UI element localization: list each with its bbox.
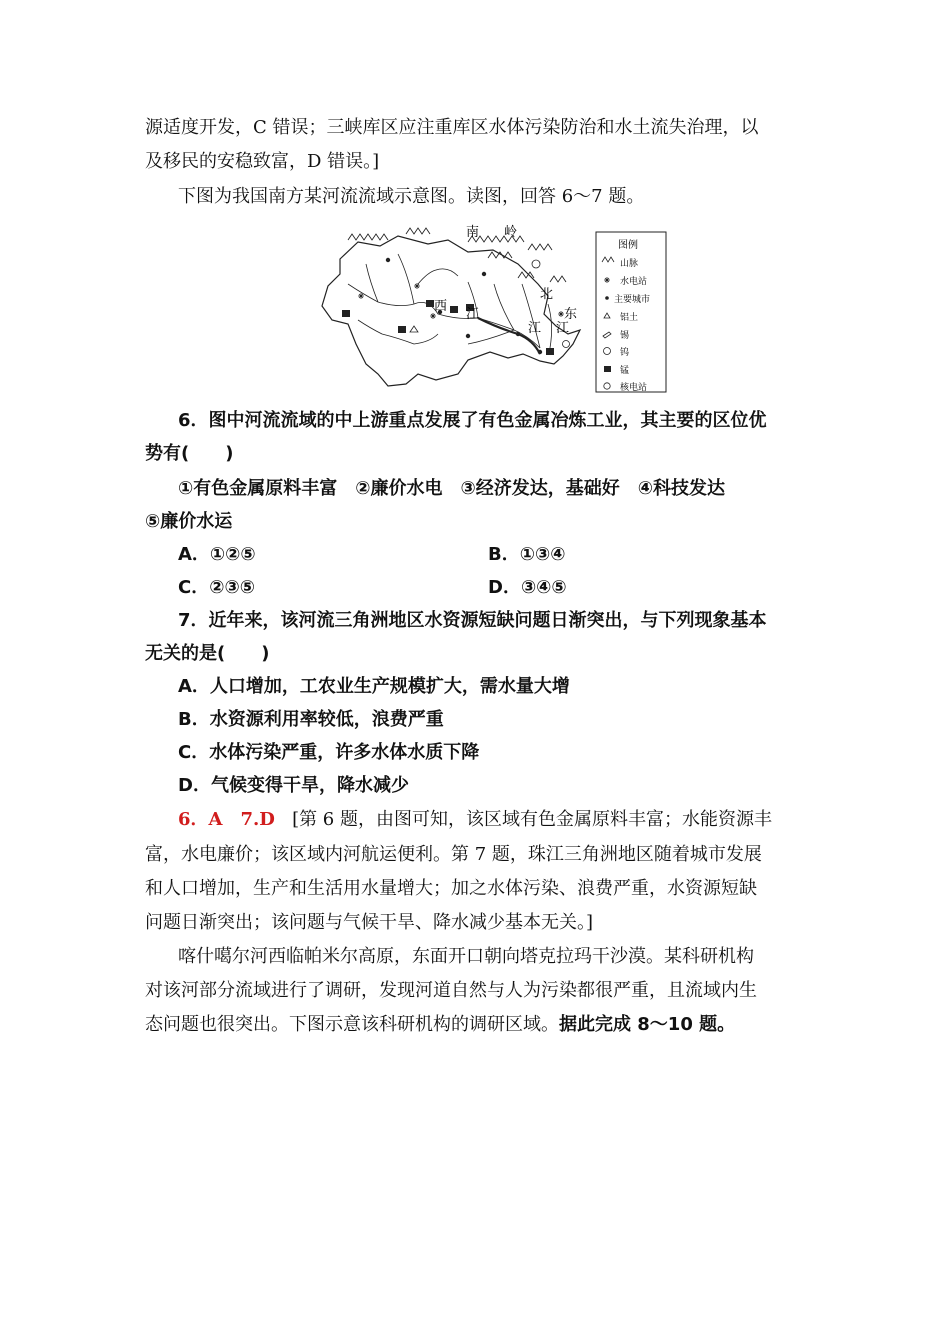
map-label-jiang: 江 xyxy=(556,321,570,336)
legend-item: 铝土 xyxy=(620,313,639,323)
map-legend xyxy=(596,232,666,393)
question-6-items: ①有色金属原料丰富 ②廉价水电 ③经济发达，基础好 ④科技发达 xyxy=(178,478,725,499)
answer-explanation: 富，水电廉价；该区域内河航运便利。第 7 题，珠江三角洲地区随着城市发展 xyxy=(145,844,762,865)
legend-title: 图例 xyxy=(618,240,638,251)
map-label-jiang: 江 xyxy=(466,307,480,322)
kashgar-intro xyxy=(145,1013,735,1037)
option-a: A．人口增加，工农业生产规模扩大，需水量大增 xyxy=(178,676,570,697)
map-label-nan: 南 xyxy=(466,225,480,240)
legend-item: 锰 xyxy=(620,366,630,376)
manganese-icon xyxy=(604,366,611,372)
question-6-items: ⑤廉价水运 xyxy=(145,511,233,532)
intro-line: 下图为我国南方某河流流域示意图。读图，回答 6～7 题。 xyxy=(178,186,645,207)
option-d: D．气候变得干旱，降水减少 xyxy=(178,775,409,796)
option-c: C．②③⑤ xyxy=(178,577,255,598)
map-label-bei: 北 xyxy=(540,287,554,302)
map-label-dong: 东 xyxy=(564,307,578,322)
kashgar-intro-text: 态问题也很突出。下图示意该科研机构的调研区域。 xyxy=(145,1014,559,1035)
city-icon xyxy=(605,296,609,300)
option-a: A．①②⑤ xyxy=(178,544,256,565)
kashgar-instruction: 据此完成 8～10 题。 xyxy=(559,1014,736,1035)
answer-explanation: 问题日渐突出；该问题与气候干旱、降水减少基本无关。] xyxy=(145,912,594,933)
question-7-stem: 无关的是( ) xyxy=(145,643,270,664)
legend-item: 山脉 xyxy=(620,259,639,269)
legend-item: 锡 xyxy=(620,331,630,341)
river-network xyxy=(348,254,552,348)
legend-item: 主要城市 xyxy=(614,295,651,305)
kashgar-intro: 对该河部分流域进行了调研，发现河道自然与人为污染都很严重，且流域内生 xyxy=(145,980,757,1001)
question-6-stem: 势有( ) xyxy=(145,443,234,464)
answer-explanation: 和人口增加，生产和生活用水量增大；加之水体污染、浪费严重，水资源短缺 xyxy=(145,878,757,899)
kashgar-intro: 喀什噶尔河西临帕米尔高原，东面开口朝向塔克拉玛干沙漠。某科研机构 xyxy=(178,946,754,967)
legend-item: 钨 xyxy=(620,348,630,358)
answer-explanation: [第 6 题，由图可知，该区域有色金属原料丰富；水能资源丰 xyxy=(292,809,772,830)
text-line: 源适度开发，C 错误；三峡库区应注重库区水体污染防治和水土流失治理，以 xyxy=(145,117,759,138)
answer-key: 6．A 7.D xyxy=(178,809,275,830)
option-d: D．③④⑤ xyxy=(488,577,567,598)
question-7-stem: 7．近年来，该河流三角洲地区水资源短缺问题日渐突出，与下列现象基本 xyxy=(178,610,767,631)
option-c: C．水体污染严重，许多水体水质下降 xyxy=(178,742,480,763)
map-label-xi: 西 xyxy=(434,299,448,314)
option-b: B．水资源利用率较低，浪费严重 xyxy=(178,709,444,730)
question-6-stem: 6．图中河流流域的中上游重点发展了有色金属冶炼工业，其主要的区位优 xyxy=(178,410,767,431)
legend-item: 水电站 xyxy=(620,277,648,287)
mountain-range xyxy=(348,228,566,282)
text-line: 及移民的安稳致富，D 错误。] xyxy=(145,151,380,172)
river-basin-map xyxy=(318,224,670,394)
map-label-ling: 岭 xyxy=(504,225,518,240)
answer-line xyxy=(178,808,772,832)
map-label-jiang: 江 xyxy=(528,321,542,336)
option-b: B．①③④ xyxy=(488,544,566,565)
legend-item: 核电站 xyxy=(620,383,648,393)
